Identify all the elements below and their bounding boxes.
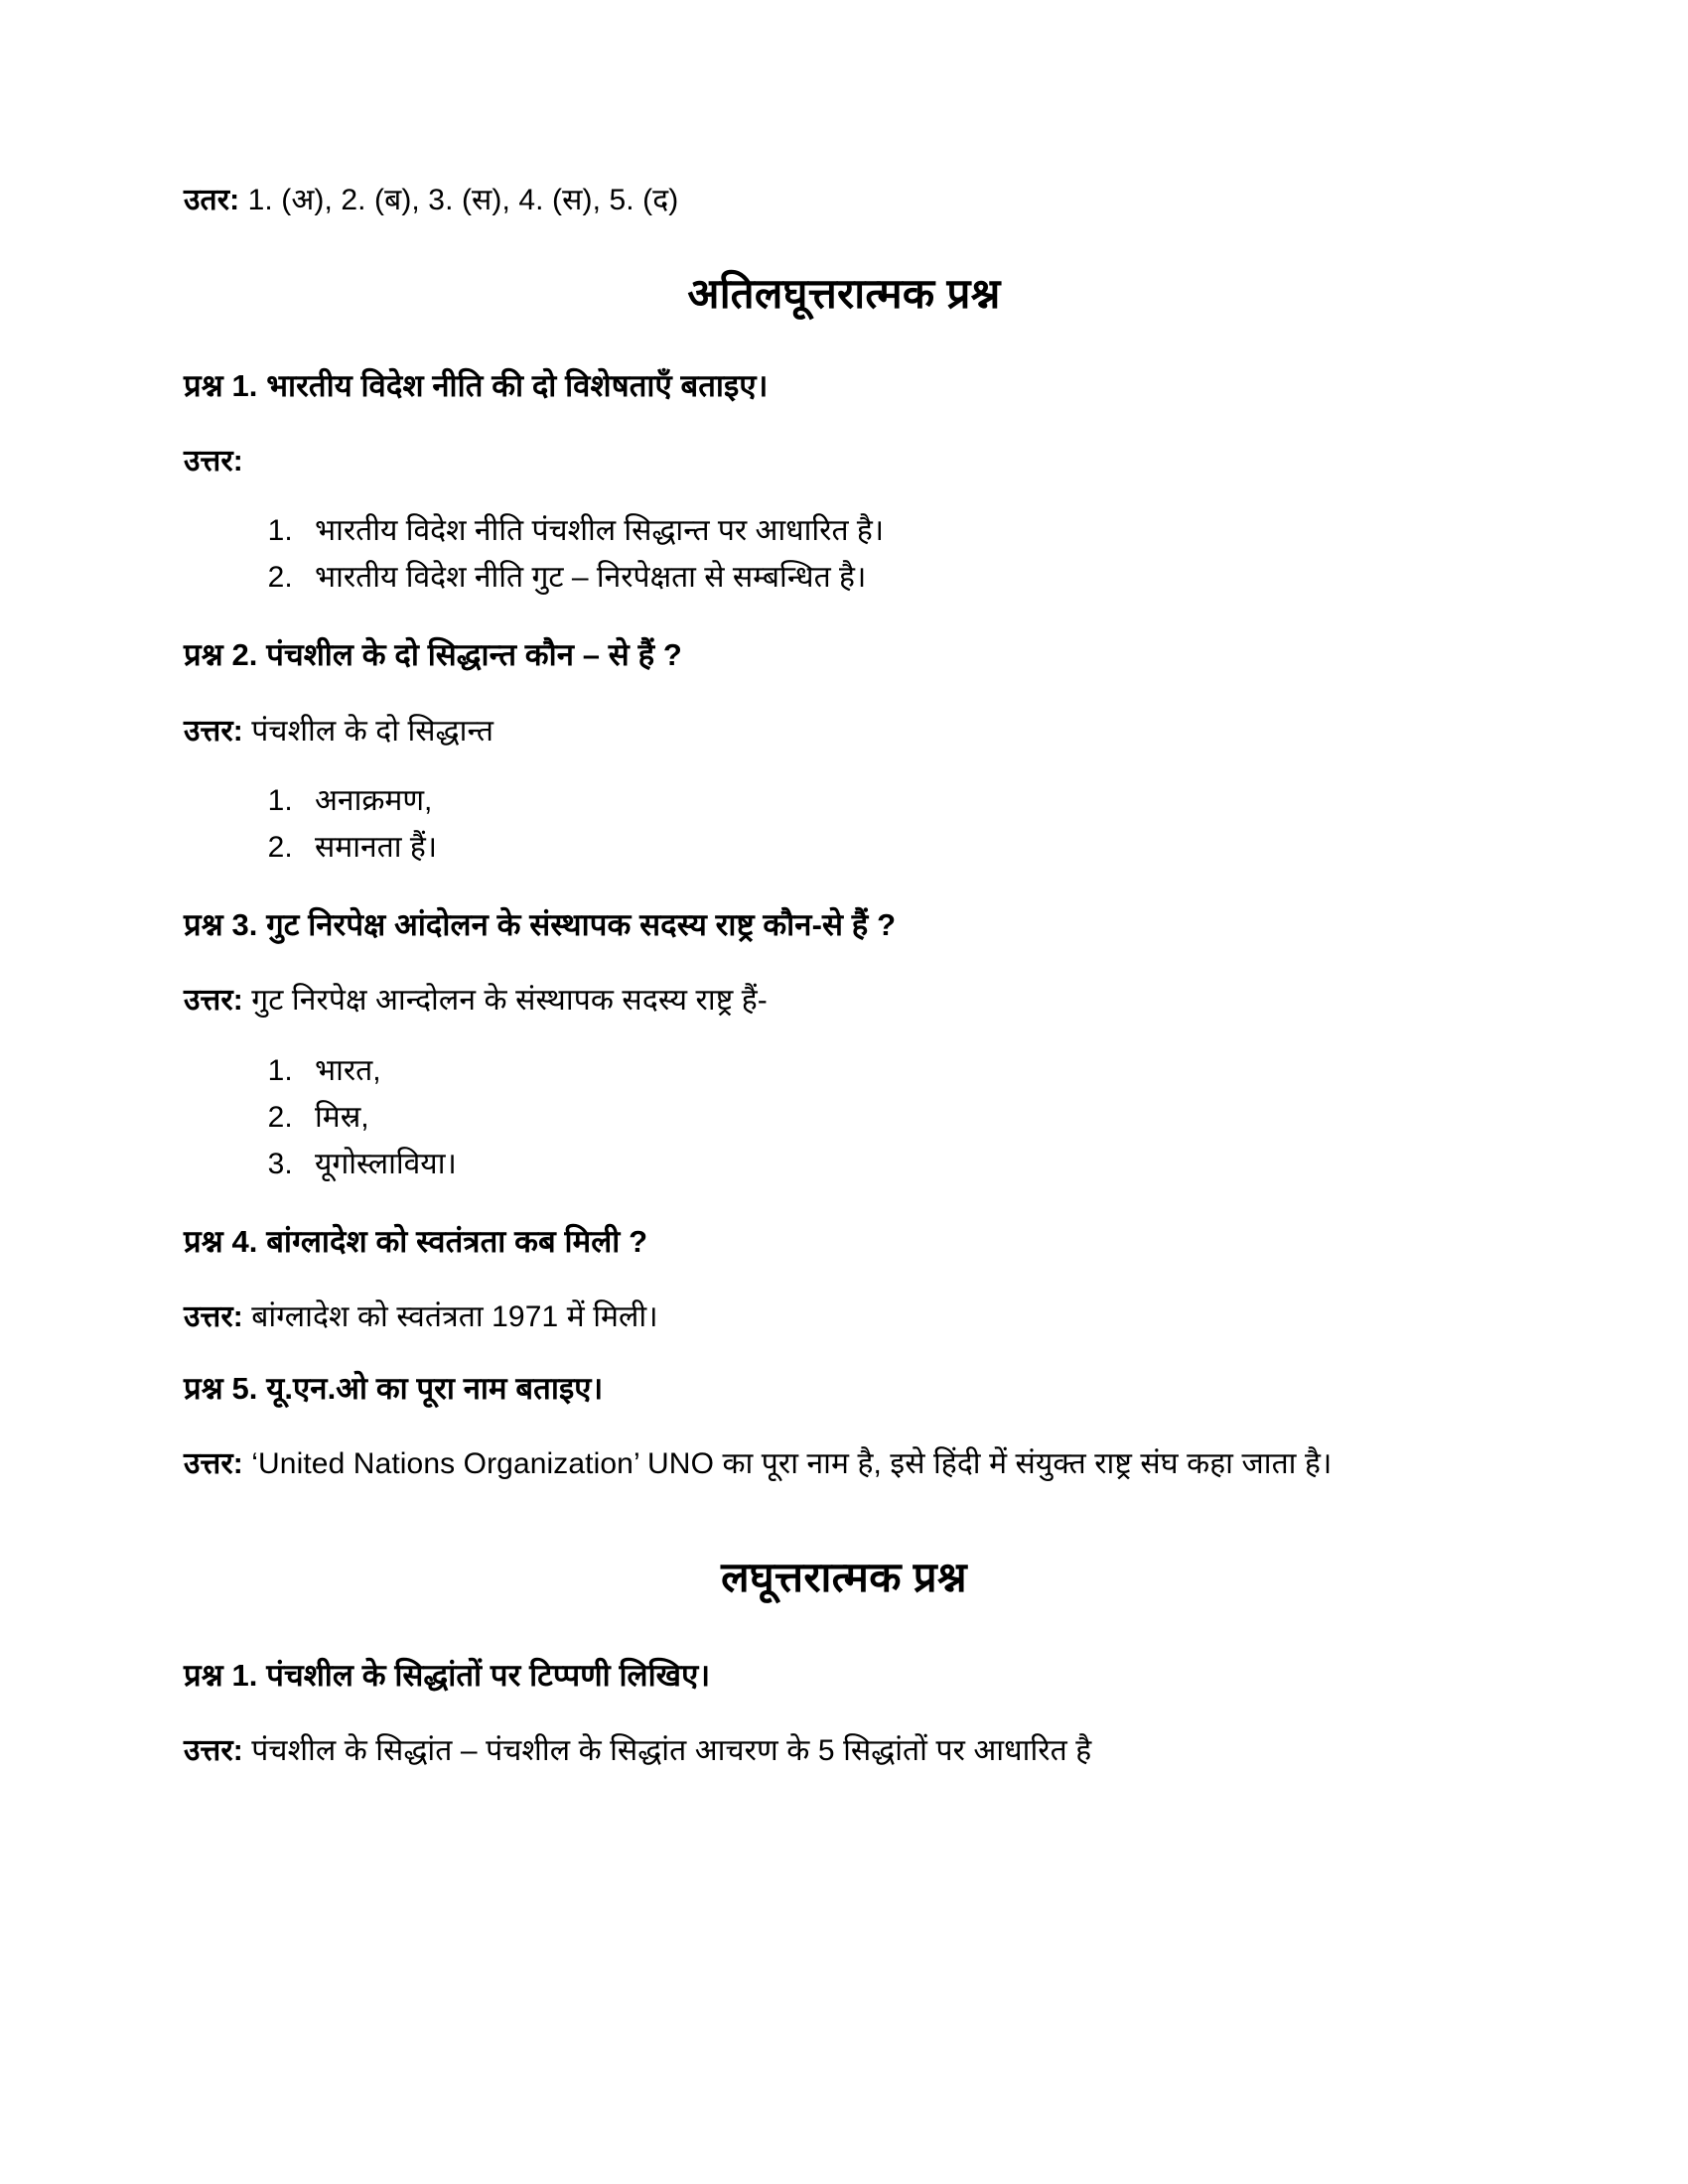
list-item: 1. भारतीय विदेश नीति पंचशील सिद्धान्त पर आधारित है। (301, 510, 1504, 553)
answer-line (184, 1443, 1504, 1486)
answer-list (184, 510, 1504, 600)
answer-list (184, 1050, 1504, 1186)
answer-line (184, 1297, 1504, 1339)
question-text: प्रश्न 1. पंचशील के सिद्धांतों पर टिप्पणी लिखिए। (184, 1657, 711, 1693)
qa-block-1-4 (184, 1220, 1504, 1339)
section-heading-ati-laghuttaratmak: अतिलघूत्तरात्मक प्रश्न (687, 269, 1001, 317)
qa-block-1-5 (184, 1367, 1504, 1486)
section-heading-laghuttaratmak: लघूत्तरात्मक प्रश्न (721, 1553, 967, 1600)
answer-text: पंचशील के सिद्धांत – पंचशील के सिद्धांत आचरण के 5 सिद्धांतों पर आधारित है (251, 1734, 1092, 1768)
answer-text: बांग्लादेश को स्वतंत्रता 1971 में मिली। (251, 1300, 658, 1334)
question-text: प्रश्न 5. यू.एन.ओ का पूरा नाम बताइए। (184, 1370, 604, 1406)
answer-key-line (184, 179, 1504, 222)
qa-block-1-3 (184, 903, 1504, 1186)
qa-block-2-1 (184, 1654, 1504, 1773)
list-item: 2. भारतीय विदेश नीति गुट – निरपेक्षता से सम्बन्धित है। (301, 557, 1504, 600)
list-item: 2. समानता हैं। (301, 827, 1504, 870)
answer-line (184, 441, 1504, 483)
answer-line (184, 1730, 1504, 1773)
list-item: 1. अनाक्रमण, (301, 780, 1504, 823)
answer-label: उत्तर: (184, 714, 243, 748)
question-text: प्रश्न 1. भारतीय विदेश नीति की दो विशेषताएँ बताइए। (184, 367, 769, 403)
question-text: प्रश्न 3. गुट निरपेक्ष आंदोलन के संस्थापक सदस्य राष्ट्र कौन-से हैं ? (184, 907, 897, 943)
answer-label: उत्तर: (184, 444, 243, 478)
question-text: प्रश्न 4. बांग्लादेश को स्वतंत्रता कब मिली ? (184, 1223, 648, 1259)
answer-line (184, 980, 1504, 1023)
qa-block-1-1 (184, 364, 1504, 601)
list-item: 3. यूगोस्लाविया। (301, 1144, 1504, 1186)
question-text: प्रश्न 2. पंचशील के दो सिद्धान्त कौन – से हैं ? (184, 637, 682, 673)
answer-text: गुट निरपेक्ष आन्दोलन के संस्थापक सदस्य राष्ट्र हैं- (251, 984, 768, 1018)
answer-list (184, 780, 1504, 870)
qa-block-1-2 (184, 633, 1504, 870)
answer-key-value: 1. (अ), 2. (ब), 3. (स), 4. (स), 5. (द) (247, 184, 679, 216)
answer-line (184, 711, 1504, 753)
answer-label: उत्तर: (184, 984, 243, 1018)
answer-label: उत्तर: (184, 1734, 243, 1768)
answer-text: ‘United Nations Organization’ UNO का पूरा नाम है, इसे हिंदी में संयुक्त राष्ट्र संघ कहा जाता है। (251, 1447, 1333, 1481)
answer-text: पंचशील के दो सिद्धान्त (251, 714, 494, 748)
list-item: 1. भारत, (301, 1050, 1504, 1093)
list-item: 2. मिस्र, (301, 1097, 1504, 1140)
answer-label: उत्तर: (184, 1300, 243, 1334)
answer-key-label: उतर: (184, 184, 240, 216)
answer-label: उत्तर: (184, 1447, 243, 1481)
